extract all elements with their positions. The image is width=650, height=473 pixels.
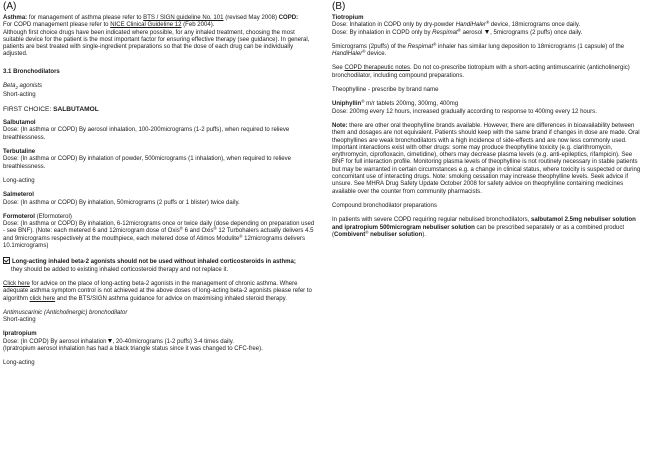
tio-equiv-c: device. [365,51,387,58]
respimat-text: Respimat [407,43,434,50]
black-triangle-icon [485,30,489,34]
advice-paragraph [3,281,315,303]
beta-tail: agonists [17,83,43,90]
first-choice-label: FIRST CHOICE: [3,105,54,113]
long-acting-label: Long-acting [3,177,35,184]
formoterol-dose-a: Dose: (In asthma or COPD) By inhalation, 6-12micrograms once or twice daily (dose depending on preparation used - see BNF). (Note: each metered 6 and 12microgram dose of Oxis [3,221,315,235]
beta-agonists-heading [3,83,315,92]
laba-warning [3,257,315,266]
formoterol-alt: (Eformoterol) [34,213,72,220]
ipratropium-dose-b: , 20-40micrograms (1-2 puffs) 3-4 times daily. [112,338,234,345]
note-text: there are other oral theophylline brands available. However, there are differences in bioavailability between them and dosages are not equivalent. Patients should keep with the same brand if changes in dose are made. Oral theophyllines are weak bronchodilators with a high incidence of side-effects and are now less commonly used. Important interactions exist with other drugs: some may produce theophylline toxicity (e.g. clarithromycin, erythromycin, ciprofloxacin, cimetidine), others may decrease plasma levels (e.g. anti-epileptics, rifampicin). See BNF for full interaction profile. Monitoring plasma levels of theophylline is not routinely necessary in stable patients but may be warranted in certain circumstances e.g. a change in clinical status, where toxicity is suspected or during concomitant use of interacting drugs. Note: smoking cessation may increase theophylline levels. Seek advice if unsure. See MHRA Drug Safety Update October 2008 for safety advice on theophylline containing medicines available over the counter from community pharmacists. [332,122,641,195]
salbutamol-name-text: Salbutamol [3,120,36,127]
antimuscarinic-heading: Antimuscarinic (Anticholinergic) bronchodilator [3,309,128,316]
nice-guideline-link[interactable]: NICE Clinical Guideline 12 [110,22,182,29]
short-acting-label: Short-acting [3,91,36,98]
formoterol-name [3,214,315,221]
advice-text-b: and the BTS/SIGN asthma guidance for advice on maximising inhaled steroid therapy. [55,295,287,302]
tiotropium-dose-1 [332,22,644,29]
salbutamol-dose: Dose: (In asthma or COPD) By aerosol inhalation, 100-200micrograms (1-2 puffs), when required to relieve breathlessness. [3,127,290,141]
theophylline-note [332,123,644,196]
laba-warning-text: they should be added to existing inhaled corticosteroid therapy and not replace it. [11,266,229,273]
handihaler-text: HandiHaler [332,51,363,58]
tio-dose-2b: aerosol [460,29,485,36]
respimat-text: Respimat [432,29,458,36]
compound-b: can be prescribed separately or as a combined product ( [332,224,625,238]
combivent-name: Combivent [334,231,366,238]
salmeterol-name-text: Salmeterol [3,192,34,199]
uniphyllin-name: Uniphyllin [332,101,362,108]
tio-dose-2c: , 5micrograms (2 puffs) once daily. [490,29,583,36]
registered-mark: ® [213,226,217,232]
registered-mark: ® [362,49,366,54]
long-acting-label-2: Long-acting [3,360,35,367]
copd-label: COPD: [278,15,299,21]
tio-dose-1a: Dose: Inhalation in COPD only by dry-powder [332,22,456,29]
formoterol-name-text: Formoterol [3,213,35,220]
ipratropium-name-text: Ipratropium [3,331,37,338]
nice-tail: (Feb 2004). [181,22,215,29]
terbutaline-name [3,149,315,156]
uniphyllin-dose: Dose: 200mg every 12 hours, increased gradually according to response to 400mg every 12 hours. [332,108,597,115]
panel-b-column [332,15,644,239]
click-here-link-2[interactable]: click here [29,295,56,302]
section-title [3,69,315,76]
tiotropium-equivalence [332,41,644,59]
warning-bold: Long-acting inhaled beta-2 agonists should not be used without inhaled corticosteroids in asthma; [12,259,296,266]
bts-tail: (revised May 2008) [223,15,279,21]
compound-c: ). [422,231,426,238]
copd-notes-link[interactable]: COPD therapeutic notes [344,65,410,72]
copd-notes-paragraph [332,65,644,80]
section-title-text: 3.1 Bronchodilators [3,68,60,75]
ipratropium-note: (Ipratropium aerosol inhalation has had a black triangle status since it was changed to CFC-free). [3,346,263,352]
panel-b-label: (B) [332,1,346,12]
terbutaline-dose: Dose: (In asthma or COPD) By inhalation of powder, 500micrograms (1 inhalation), when required to relieve breathlessness. [3,156,292,170]
uniphyllin-line [332,101,644,108]
registered-mark: ® [365,229,369,235]
black-triangle-icon [108,339,112,343]
compound-bold: salbutamol 2.5mg nebuliser solution and ipratropium 500microgram nebuliser solution [332,217,636,231]
device-guidance-text: Although first choice drugs have been indicated where possible, for any inhaled treatment, choosing the most suitable device for the patient is the most important factor for ensuring effective therapy (see guidance). In general, patients are best treated with single-ingredient preparations so that the dose of each drug can be individually adjusted. [3,29,310,58]
beta-text: Beta [3,83,16,90]
formoterol-dose [3,221,315,250]
tio-dose-1b: device, 18micrograms once daily. [489,22,581,29]
registered-mark: ® [485,20,490,26]
copd-text: For COPD management please refer to [3,22,111,29]
tiotropium-dose-2 [332,27,644,37]
first-choice-line [3,106,315,113]
beta-subscript: 2 [15,85,18,91]
note-label: Note: [332,122,348,129]
tio-equiv-a: 5micrograms (2puffs) of the [332,43,408,50]
panel-a-column [3,15,315,368]
theophylline-heading: Theophylline - prescribe by brand name [332,87,439,94]
formoterol-dose-b: 6 and Oxis [182,228,214,235]
click-here-link-1[interactable]: Click here [3,280,30,287]
handihaler-text: HandiHaler [455,22,486,29]
asthma-label: Asthma: [3,15,28,21]
registered-mark: ® [457,27,461,33]
copd-notes-a: See [332,65,345,72]
tio-dose-2a: Dose: By inhalation in COPD only by [332,29,433,36]
formoterol-dose-c: 12 Turbohalers actually delivers 4.5 and 9micrograms respectively at the mouthpiece, each metered dose of Atimos Modulite [3,228,314,242]
terbutaline-name-text: Terbutaline [3,149,36,156]
combivent-tail: nebuliser solution [368,231,423,238]
registered-mark: ® [361,99,365,105]
bts-guideline-link[interactable]: BTS / SIGN guideline No. 101 [143,15,224,21]
copd-notes-b: . Do not co-prescribe tiotropium with a short-acting antimuscarinic (anticholinergic) bronchodilator, including compound preparations. [332,65,630,79]
compound-paragraph [332,217,644,239]
ipratropium-name [3,331,315,338]
asthma-text: for management of asthma please refer to [27,15,144,21]
ipratropium-dose [3,339,315,346]
intro-paragraph [3,15,315,59]
advice-text-a: for advice on the place of long-acting beta-2 agonists in the management of chronic asthma. Where adequate asthma symptom control is not achieved at the above doses of long-acting beta-2 agonists please refer to algorithm [3,280,312,302]
compound-a: In patients with severe COPD requiring regular nebulised bronchodilators, [332,217,531,224]
salmeterol-name [3,192,315,199]
short-acting-label-2: Short-acting [3,317,36,324]
compound-heading: Compound bronchodilator preparations [332,202,437,209]
salbutamol-name [3,120,315,127]
registered-mark: ® [239,233,243,239]
salmeterol-dose: Dose: (In asthma or COPD) By inhalation, 50micrograms (2 puffs or 1 blister) twice daily. [3,199,240,206]
checkbox-icon [3,257,10,264]
formoterol-dose-d: 12micrograms delivers 10.1micrograms) [3,235,305,250]
tiotropium-name-text: Tiotropium [332,15,364,21]
first-choice-drug: SALBUTAMOL [53,105,99,113]
uniphyllin-rest: m/r tablets 200mg, 300mg, 400mg [364,101,459,108]
tio-equiv-b: inhaler has similar lung deposition to 18micrograms (1 capsule) of the [436,43,625,50]
registered-mark: ® [433,41,437,47]
panel-a-label: (A) [3,1,17,12]
registered-mark: ® [179,226,183,232]
ipratropium-dose-a: Dose: (In COPD) By aerosol inhalation [3,338,107,345]
